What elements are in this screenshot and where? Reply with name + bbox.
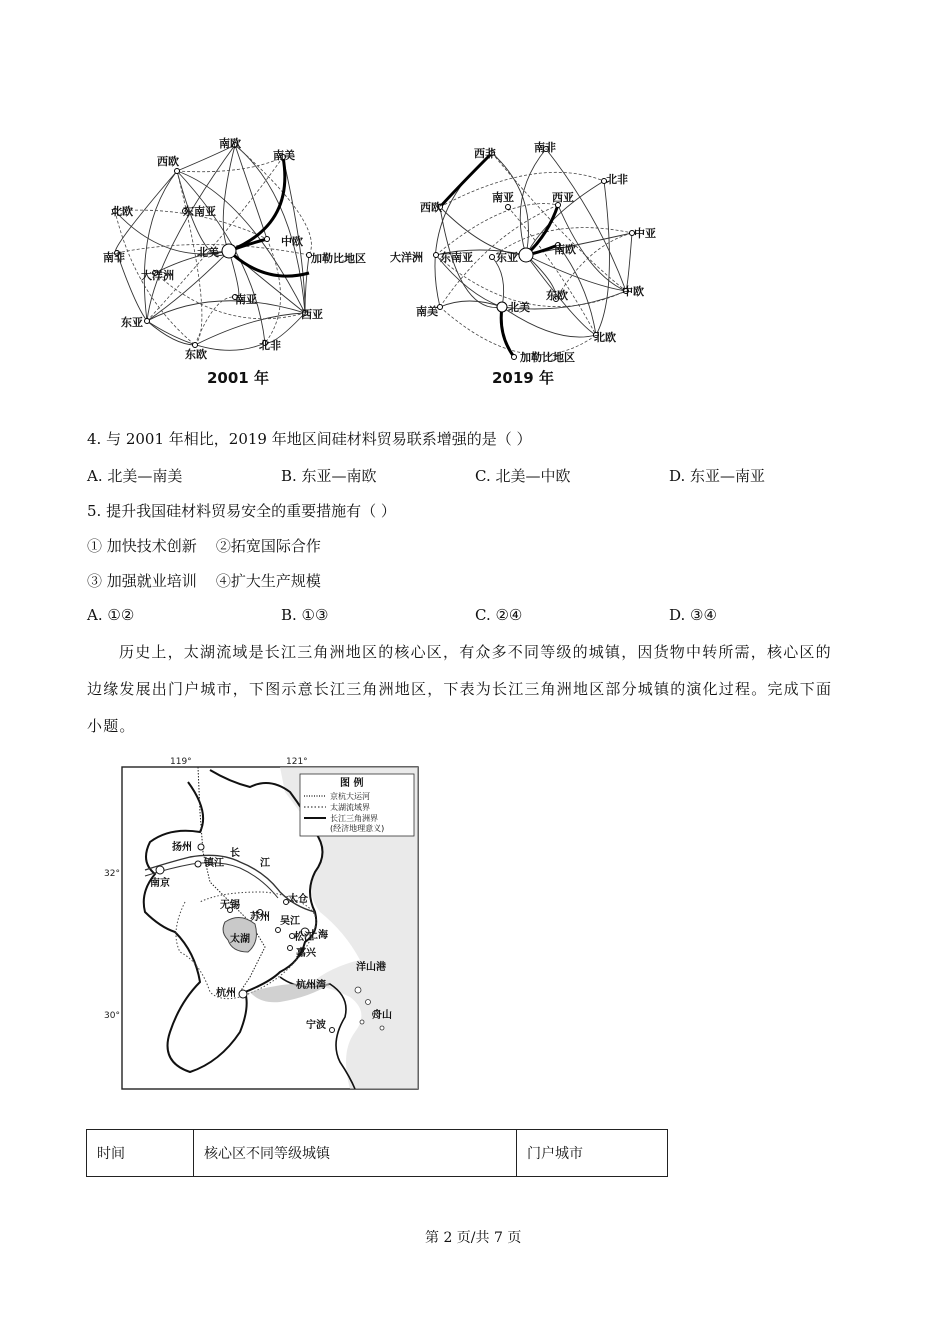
place-label: 松江 bbox=[294, 932, 314, 943]
place-label: 镇江 bbox=[204, 858, 224, 869]
q5-option-a[interactable]: A. ①② bbox=[87, 606, 135, 624]
node-label: 西非 bbox=[474, 147, 496, 160]
legend-item: 京杭大运河 bbox=[330, 792, 370, 801]
q5-statements-1: ① 加快技术创新 ②拓宽国际合作 bbox=[87, 537, 321, 555]
node-label: 南美 bbox=[273, 149, 295, 162]
node-label: 南美 bbox=[416, 305, 438, 318]
town-evolution-table bbox=[86, 1129, 668, 1177]
passage-line-1: 历史上，太湖流域是长江三角洲地区的核心区，有众多不同等级的城镇，因货物中转所需，核心区的 bbox=[119, 643, 832, 661]
q5-option-b[interactable]: B. ①③ bbox=[281, 606, 329, 624]
place-label: 宁波 bbox=[306, 1020, 326, 1031]
place-label: 上海 bbox=[308, 930, 328, 941]
node-label: 东南亚 bbox=[440, 251, 473, 264]
node-label: 北欧 bbox=[594, 331, 616, 344]
place-label: 扬州 bbox=[172, 842, 192, 853]
q4-option-c[interactable]: C. 北美—中欧 bbox=[475, 467, 571, 485]
table-header-row bbox=[87, 1130, 668, 1177]
node-label: 西亚 bbox=[552, 191, 574, 204]
legend-item: 太湖流域界 bbox=[330, 803, 370, 812]
node-label: 北欧 bbox=[111, 205, 133, 218]
node-label: 大洋洲 bbox=[390, 251, 423, 264]
node-label: 中欧 bbox=[622, 285, 644, 298]
q5-statements-2: ③ 加强就业培训 ④扩大生产规模 bbox=[87, 572, 321, 590]
place-label: 苏州 bbox=[250, 912, 270, 923]
lon-label: 119° bbox=[170, 757, 192, 767]
year-label-2019: 2019 年 bbox=[492, 369, 554, 387]
node-label: 南非 bbox=[534, 141, 556, 154]
q5-option-c[interactable]: C. ②④ bbox=[475, 606, 523, 624]
lat-label: 32° bbox=[104, 869, 120, 879]
q5-stem: 5. 提升我国硅材料贸易安全的重要措施有（ ） bbox=[87, 502, 396, 520]
table-header-core-towns: 核心区不同等级城镇 bbox=[194, 1130, 517, 1177]
node-label: 北美 bbox=[197, 246, 219, 259]
map-legend bbox=[300, 774, 414, 836]
page-number: 第 2 页/共 7 页 bbox=[425, 1230, 522, 1246]
node-label: 北美 bbox=[508, 301, 530, 314]
place-label: 杭州 bbox=[216, 988, 236, 999]
place-label: 太仓 bbox=[288, 894, 308, 905]
place-label: 太湖 bbox=[230, 934, 250, 945]
q4-stem: 4. 与 2001 年相比，2019 年地区间硅材料贸易联系增强的是（ ） bbox=[87, 430, 532, 448]
place-label: 洋山港 bbox=[356, 962, 386, 973]
table-header-gateway-city: 门户城市 bbox=[517, 1130, 668, 1177]
place-label: 舟山 bbox=[372, 1010, 392, 1021]
yangtze-delta-map bbox=[100, 752, 425, 1097]
legend-item: (经济地理意义) bbox=[330, 824, 385, 833]
trade-network-2019 bbox=[388, 135, 668, 390]
node-label: 中亚 bbox=[634, 227, 656, 240]
year-label-2001: 2001 年 bbox=[207, 369, 269, 387]
trade-network-2001 bbox=[95, 135, 385, 390]
place-label: 长 bbox=[230, 848, 240, 859]
node-label: 东欧 bbox=[185, 348, 207, 361]
q4-option-d[interactable]: D. 东亚—南亚 bbox=[669, 467, 766, 485]
lat-label: 30° bbox=[104, 1011, 120, 1021]
node-label: 加勒比地区 bbox=[520, 351, 575, 364]
node-label: 北非 bbox=[259, 339, 281, 352]
place-label: 嘉兴 bbox=[296, 948, 316, 959]
place-label: 南京 bbox=[150, 878, 170, 889]
node-label: 南欧 bbox=[554, 243, 576, 256]
place-label: 江 bbox=[260, 858, 270, 869]
node-label: 加勒比地区 bbox=[311, 252, 366, 265]
node-label: 南亚 bbox=[492, 191, 514, 204]
node-label: 东南亚 bbox=[183, 205, 216, 218]
q5-option-d[interactable]: D. ③④ bbox=[669, 606, 717, 624]
node-label: 北非 bbox=[606, 173, 628, 186]
place-label: 无锡 bbox=[220, 900, 240, 911]
legend-title: 图 例 bbox=[340, 778, 364, 789]
node-label: 中欧 bbox=[281, 235, 303, 248]
node-label: 西亚 bbox=[301, 308, 323, 321]
q4-option-b[interactable]: B. 东亚—南欧 bbox=[281, 467, 377, 485]
node-label: 南非 bbox=[103, 251, 125, 264]
legend-item: 长江三角洲界 bbox=[330, 814, 378, 823]
place-label: 杭州湾 bbox=[296, 980, 326, 991]
node-label: 东亚 bbox=[121, 316, 143, 329]
node-label: 东欧 bbox=[546, 289, 568, 302]
node-label: 南亚 bbox=[235, 293, 257, 306]
q4-option-a[interactable]: A. 北美—南美 bbox=[87, 467, 183, 485]
passage-line-2: 边缘发展出门户城市，下图示意长江三角洲地区，下表为长江三角洲地区部分城镇的演化过程。完成下面 bbox=[87, 680, 833, 698]
node-label: 南欧 bbox=[219, 137, 241, 150]
lon-label: 121° bbox=[286, 757, 308, 767]
place-label: 吴江 bbox=[280, 916, 300, 927]
node-label: 东亚 bbox=[496, 251, 518, 264]
node-label: 大洋洲 bbox=[141, 269, 174, 282]
passage-line-3: 小题。 bbox=[87, 717, 136, 735]
node-label: 西欧 bbox=[157, 155, 179, 168]
node-label: 西欧 bbox=[420, 201, 442, 214]
table-header-time: 时间 bbox=[87, 1130, 194, 1177]
